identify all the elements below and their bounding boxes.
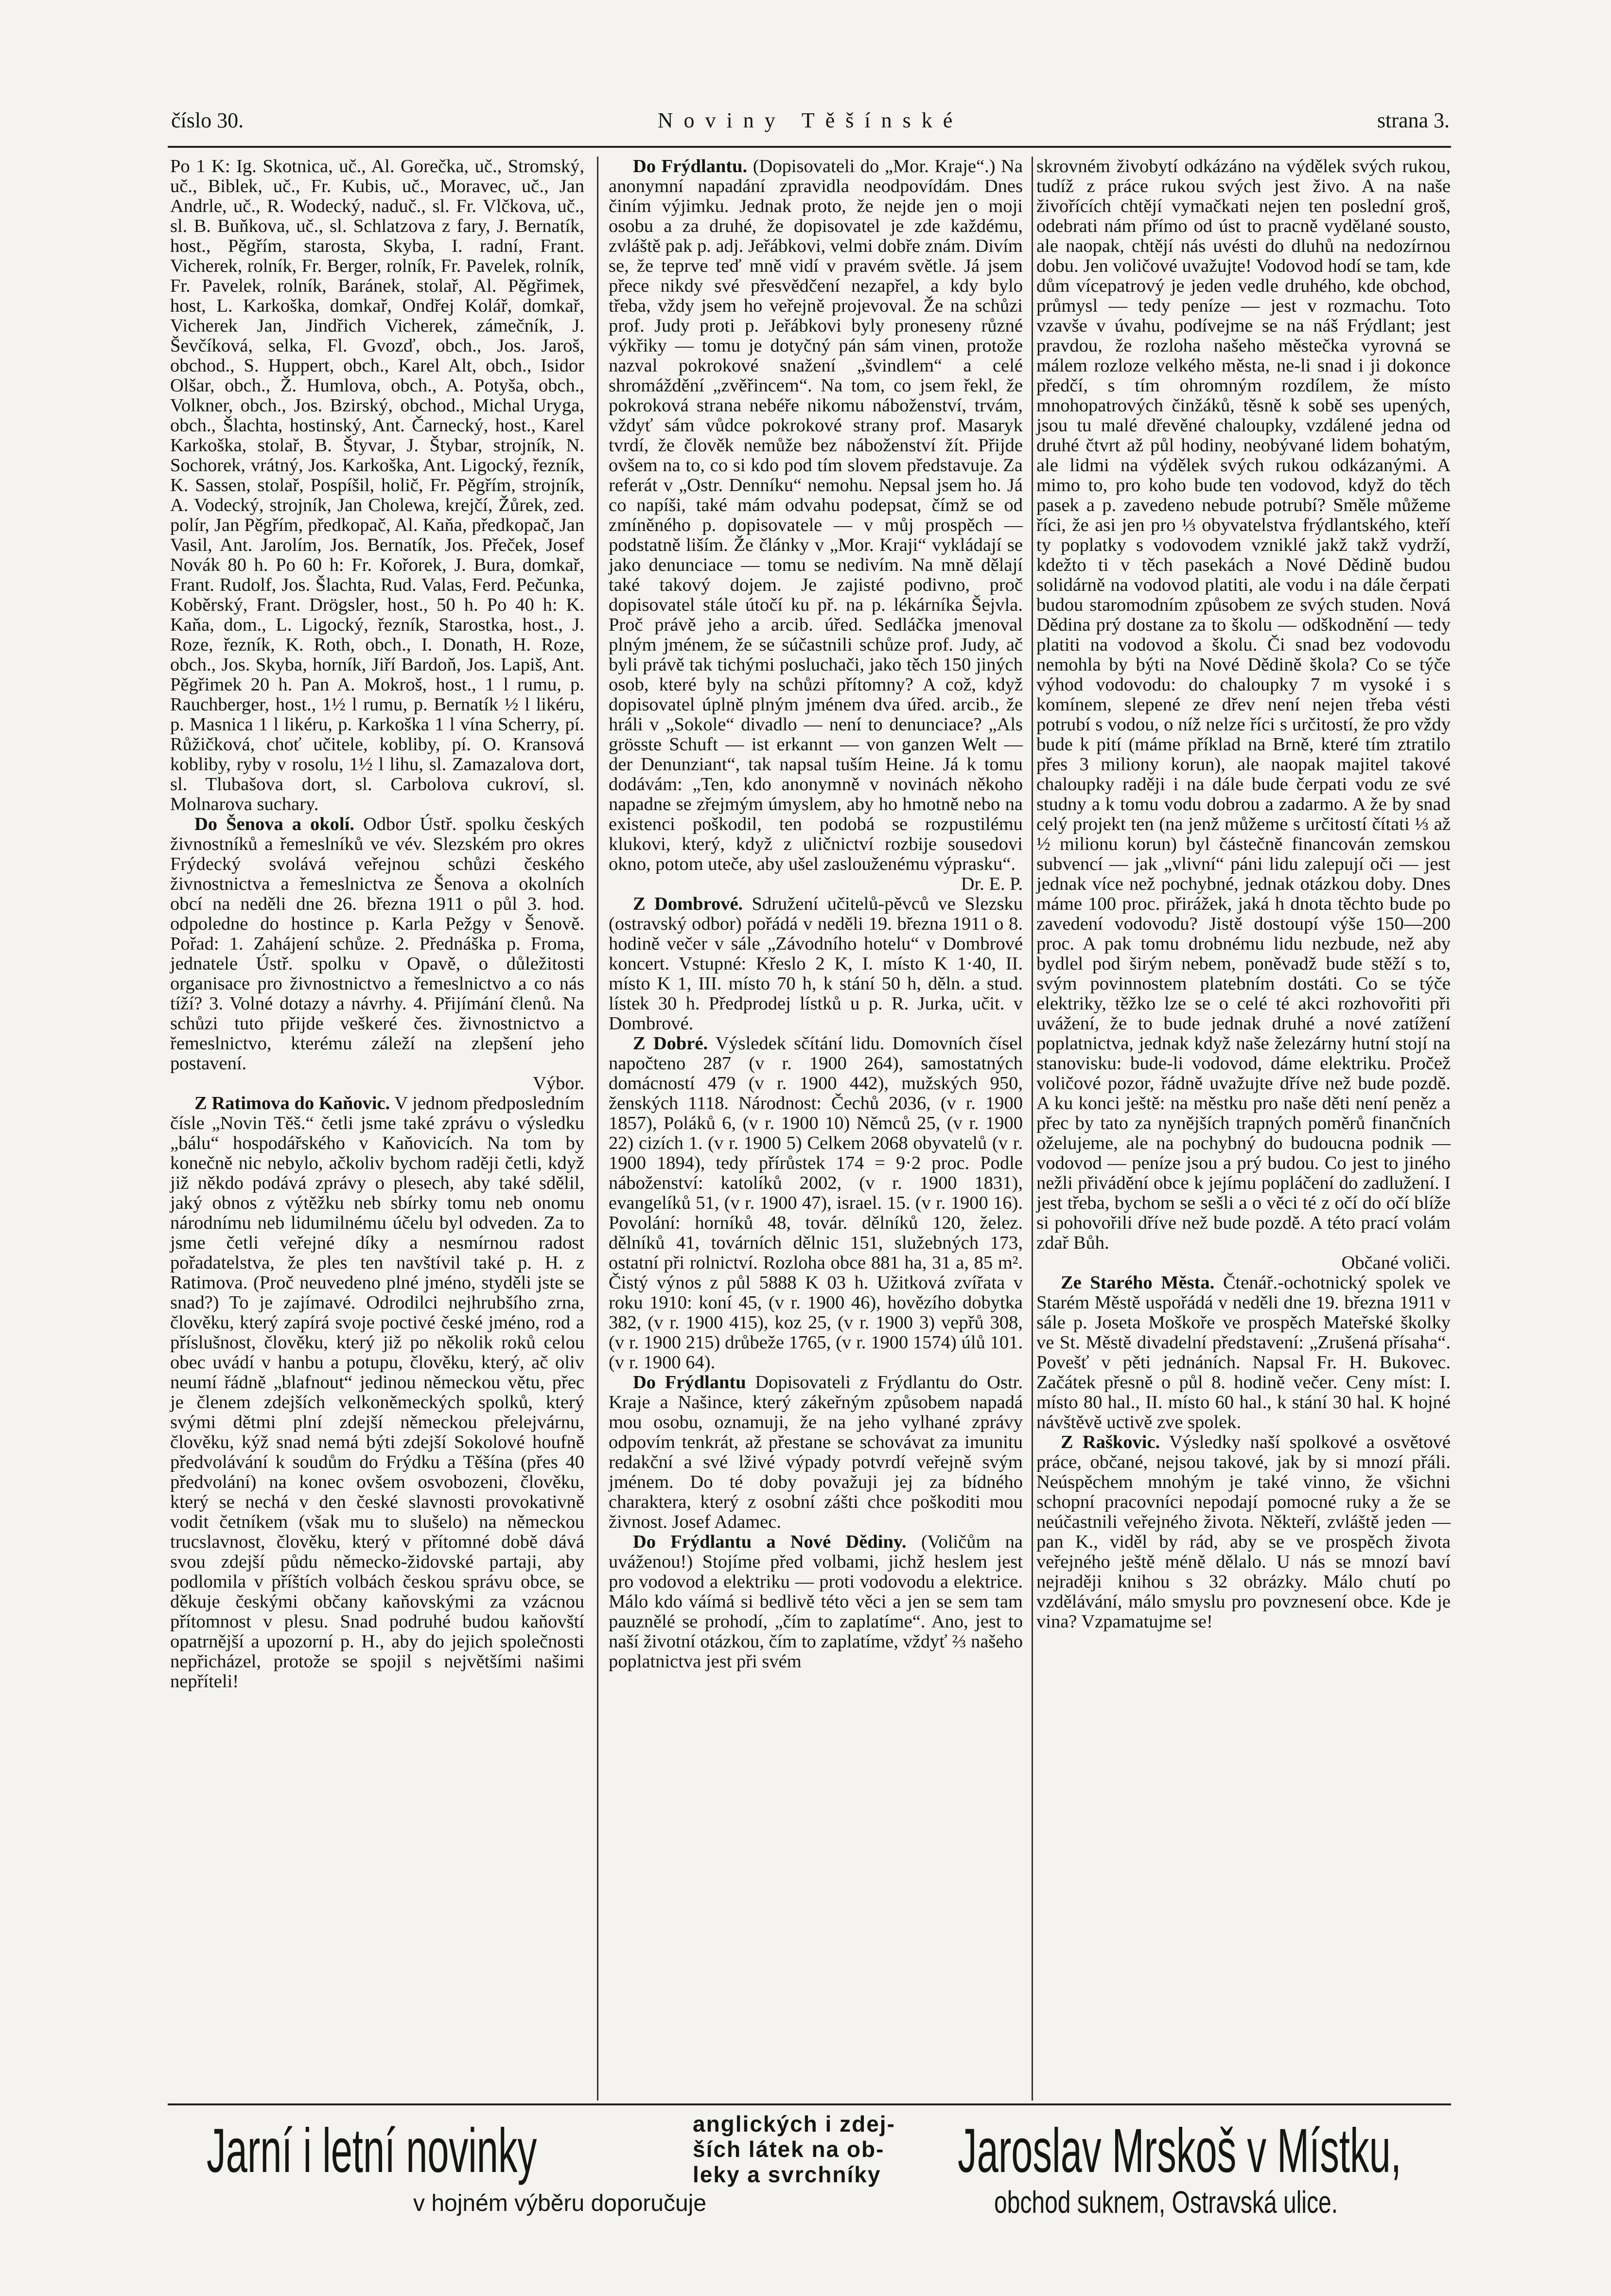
article-paragraph bbox=[609, 1034, 1023, 1373]
article-heading: Z Dobré. bbox=[633, 1033, 708, 1054]
article-heading: Ze Starého Města. bbox=[1061, 1272, 1215, 1293]
ad-line: leky a svrchníky bbox=[693, 2162, 881, 2187]
page-number: strana 3. bbox=[1377, 108, 1450, 132]
article-heading: Do Frýdlantu. bbox=[633, 156, 748, 177]
article-text: Výsledek sčítání lidu. Domovních čísel napočteno 287 (v r. 1900 264), samostatných domácností 479 (v r. 1900 442), mužských 950, ženských 1118. Národnost: Čechů 2036, (v r. 1900 1857), Poláků 6, (v r. 1900 10) Němců 25, (v r. 1900 22) cizích 1. (v r. 1900 5) Celkem 2068 obyvatelů (v r. 1900 1894), tedy přírůstek 174 = 9·2 proc. Podle náboženství: katolíků 2002, (v r. 1900 1831), evangelíků 51, (v r. 1900 47), israel. 15. (v r. 1900 16). Povolání: horníků 48, továr. dělníků 120, želez. dělníků 41, továrních dělnic 151, služebných 173, ostatní při rolnictví. Rozloha obce 881 ha, 31 a, 85 m². Čistý výnos z půl 5888 K 03 h. Užitková zvířata v roku 1910: koní 45, (v r. 1900 46), hovězího dobytka 382, (v r. 1900 415), koz 25, (v r. 1900 3) vepřů 308, (v r. 1900 215) drůbeže 1765, (v r. 1900 1574) úlů 101. (v r. 1900 64). bbox=[609, 1033, 1023, 1373]
ad-rule bbox=[168, 2103, 1451, 2105]
advertisement bbox=[168, 2106, 1451, 2220]
ad-line: ších látek na ob- bbox=[693, 2137, 885, 2162]
masthead-title: Noviny Těšínské bbox=[657, 108, 963, 132]
ad-fabric-text bbox=[693, 2111, 895, 2187]
page-header bbox=[171, 108, 1450, 137]
article-paragraph bbox=[170, 157, 584, 814]
article-heading: Z Ratimova do Kaňovic. bbox=[194, 1093, 390, 1113]
article-signature: Dr. E. P. bbox=[961, 874, 1023, 894]
article-paragraph bbox=[609, 894, 1023, 1034]
article-paragraph bbox=[1036, 1273, 1451, 1432]
article-paragraph bbox=[170, 1094, 584, 1692]
ad-merchant-address: obchod suknem, Ostravská ulice. bbox=[994, 2185, 1338, 2220]
article-text: Sdružení učitelů-pěvců ve Slezsku (ostravský odbor) pořádá v neděli 19. března 1911 o 8. hodině večer v sále „Závodního hotelu“ v Dombrové koncert. Vstupné: Křeslo 2 K, I. místo K 1·40, II. místo K 1, III. místo 70 h, k stání 50 h, děln. a stud. lístek 30 h. Předprodej lístků u p. R. Jurka, učit. v Dombrové. bbox=[609, 894, 1023, 1034]
article-text: Odbor Ústř. spolku českých živnostníků a řemeslníků ve vév. Slezském pro okres Frýdecký svolává veřejnou schůzi českého živnostnictva a řemeslnictva ze Šenova a okolních obcí na neděli dne 26. března 1911 o půl 3. hod. odpoledne do hostince p. Karla Pežgy v Šenově. Pořad: 1. Zahájení schůze. 2. Přednáška p. Froma, jednatele Ústř. spolku v Opavě, o důležitosti organisace pro živnostnictvo a řemeslnictvo a co nás tíží? 3. Volné dotazy a návrhy. 4. Přijímání členů. Na schůzi tuto přijde veškeré čes. živnostnictvo a řemeslnictvo, kterému záleží na zlepšení jeho postavení. bbox=[170, 814, 584, 1074]
column-divider bbox=[597, 157, 598, 2101]
header-rule bbox=[168, 146, 1451, 148]
article-heading: Z Raškovic. bbox=[1061, 1432, 1160, 1452]
column-3 bbox=[1036, 157, 1451, 1632]
article-paragraph bbox=[1036, 157, 1451, 1253]
article-text: Čtenář.-ochotnický spolek ve Starém Městě uspořádá v neděli dne 19. března 1911 v sále p. Joseta Moškoře ve prospěch Mateřské školky ve St. Městě divadelní představení: „Zrušená přísaha“. Povešť v pěti jednáních. Napsal Fr. H. Bukovec. Začátek přesně o půl 8. hodině večer. Ceny míst: I. místo 80 hal., II. místo 60 hal., k stání 30 hal. K hojné návštěvě uctivě zve spolek. bbox=[1036, 1272, 1451, 1432]
article-paragraph bbox=[609, 157, 1023, 874]
article-text: Výsledky naší spolkové a osvětové práce, občané, nejsou takové, jak by si mnozí přáli. Neúspěchem mnohým je také vinno, že všichni schopní pracovníci nepodají pomocné ruky a že se neúčastnili veřejného života. Někteří, zvláště jeden — pan K., viděl by rád, aby se ve prospěch života veřejného ještě méně dělalo. U nás se mnozí baví nejraději knihou s 32 obrázky. Málo chutí po vzdělávání, málo smyslu pro povznesení obce. Kde je vina? Vzpamatujme se! bbox=[1036, 1432, 1451, 1632]
ad-headline: Jarní i letní novinky bbox=[207, 2116, 537, 2186]
article-heading: Z Dombrové. bbox=[633, 894, 743, 914]
article-text: (Dopisovateli do „Mor. Kraje“.) Na anonymní napadání zpravidla neodpovídám. Dnes činím výjimku. Jednak proto, že nejde jen o moji osobu a za druhé, že dopisovatel je zde každému, zvláště pak p. adj. Jeřábkovi, velmi dobře znám. Divím se, že teprve teď mně vidí v pravém světle. Já jsem přece nikdy své přesvědčení nezapřel, a kdy bylo třeba, vždy jsem ho veřejně projevoval. Že na schůzi prof. Judy proti p. Jeřábkovi byly proneseny různé výkřiky — tomu je dotyčný pán sám vinen, protože nazval pokrokové snažení „švindlem“ a celé shromáždění „zvěřincem“. Na tom, co jsem řekl, že pokroková strana nebéře nikomu náboženství, trvám, vždyť sám vůdce pokrokové strany prof. Masaryk tvrdí, že člověk nemůže bez náboženství žít. Přijde ovšem na to, co si kdo pod tím slovem představuje. Za referát v „Ostr. Denníku“ nemohu. Nepsal jsem ho. Já co napíši, také mám odvahu podepsat, čímž se od zmíněného p. dopisovatele — v můj prospěch — podstatně liším. Že články v „Mor. Kraji“ vykládají se jako denunciace — tomu se nedivím. Na mně dělají také takový dojem. Je zajisté podivno, proč dopisovatel stále útočí ku př. na p. lékárníka Šejvla. Proč právě jeho a arcib. úřed. Sedláčka jmenoval plným jménem, že se súčastnili schůze prof. Judy, ač byli právě tak tichými posluchači, jako těch 150 jiných osob, které byly na schůzi přítomny? A což, když dopisovatel úplně plným jménem dva úřed. arcib., že hráli v „Sokole“ divadlo — není to denunciace? „Als grösste Schuft — ist erkannt — von ganzen Welt — der Denunziant“, tak napsal tuším Heine. Já k tomu dodávám: „Ten, kdo anonymně v novinách někoho napadne se zřejmým úmyslem, aby ho hmotně nebo na existenci poškodil, ten podobá se rozpustilému klukovi, který, když z uličnictví rozbije sousedovi okno, potom uteče, aby ušel zaslouženému výprasku“. bbox=[609, 156, 1023, 874]
article-text: Po 1 K: Ig. Skotnica, uč., Al. Gorečka, uč., Stromský, uč., Biblek, uč., Fr. Kubis, uč., Moravec, uč., Jan Andrle, uč., R. Wodecký, naduč., sl. Fr. Vlčkova, uč., sl. B. Buňkova, uč., sl. Schlatzova z fary, J. Bernatík, host., Pěgřím, starosta, Skyba, I. radní, Frant. Vicherek, rolník, Fr. Berger, rolník, Fr. Pavelek, rolník, Fr. Pavelek, rolník, Baránek, stolař, Al. Pěgřimek, host, L. Karkoška, domkař, Ondřej Kolář, domkař, Vicherek Jan, Jindřich Vicherek, zámečník, J. Ševčíková, selka, Fl. Gvozď, obch., Jos. Jaroš, obchod., S. Huppert, obch., Karel Alt, obch., Isidor Olšar, obch., Ž. Humlova, obch., A. Potyša, obch., Volkner, obch., Jos. Bzirský, obchod., Michal Uryga, obch., Šlachta, hostinský, Ant. Čarnecký, host., Karel Karkoška, stolař, B. Štyvar, J. Štybar, strojník, N. Sochorek, vrátný, Jos. Karkoška, Ant. Ligocký, řezník, K. Sassen, stolař, Pospíšil, holič, Fr. Pěgřím, strojník, A. Vodecký, strojník, Jan Cholewa, krejčí, Žůrek, zed. polír, Jan Pěgřím, předkopač, Al. Kaňa, předkopač, Jan Vasil, Ant. Jarolím, Jos. Bernatík, Jos. Přeček, Josef Novák 80 h. Po 60 h: Fr. Kořorek, J. Bura, domkař, Frant. Rudolf, Jos. Šlachta, Rud. Valas, Ferd. Pečunka, Koběrský, Frant. Drögsler, host., 50 h. Po 40 h: K. Kaňa, dom., L. Ligocký, řezník, Starostka, host., J. Roze, řezník, K. Roth, obch., I. Donath, H. Roze, obch., Jos. Skyba, horník, Jiří Bardoň, Jos. Lapiš, Ant. Pěgřimek 20 h. Pan A. Mokroš, host., 1 l rumu, p. Rauchberger, host., 1½ l rumu, p. Bernatík ½ l likéru, p. Masnica 1 l likéru, p. Karkoška 1 l vína Scherry, pí. Růžičková, choť učitele, kobliby, pí. O. Kransová kobliby, ryby v rosolu, 1½ l lihu, sl. Zamazalova dort, sl. Tlubašova dort, sl. Carbolova cukroví, sl. Molnarova suchary. bbox=[170, 156, 584, 814]
article-text: (Voličům na uváženou!) Stojíme před volbami, jichž heslem jest pro vodovod a elektriku — proti vodovodu a elektrice. Málo kdo váímá si bedlivě této věci a jen se sem tam pauznělé se prohodí, „čím to zaplatíme“. Ano, jest to naší životní otázkou, čím to zaplatíme, vždyť ⅔ našeho poplatnictva jest při svém bbox=[609, 1532, 1023, 1672]
article-text: Dopisovateli z Frýdlantu do Ostr. Kraje a Našince, který zákeřným způsobem napadá mou osobu, oznamuji, že na jeho vylhané zprávy odpovím tenkrát, až přestane se schovávat za imunitu redakční a své lživé výpady potvrdí veřejně svým jménem. Do té doby považuji jej za bídného charaktera, který z osobní zášti chce poškoditi mou živnost. Josef Adamec. bbox=[609, 1372, 1023, 1532]
article-text: skrovném živobytí odkázáno na výdělek svých rukou, tudíž z práce rukou svých jest živo. A na naše živořících chtějí vymačkati nejen ten poslední groš, odebrati nám přímo od úst to pracně vydělané sousto, ale naopak, chtějí nás uvésti do dluhů na nedozírnou dobu. Jen voličové uvažujte! Vodovod hodí se tam, kde dům vícepatrový je jeden vedle druhého, kde obchod, průmysl — tedy peníze — jest v rozmachu. Toto vzavše v úvahu, podívejme se na náš Frýdlant; jest pravdou, že rozloha našeho městečka vyrovná se málem rozloze velkého města, ne-li snad i ji dokonce předčí, s tím ohromným rozdílem, že místo mnohopatrových činžáků, těsně k sobě ses upených, jsou tu malé dřevěné chaloupky, vzdálené jedna od druhé čtvrt až půl hodiny, neobývané lidem bohatým, ale lidmi na výdělek svých rukou odkázanými. A mimo to, pro koho bude ten vodovod, když do těch pasek a p. zavedeno nebude potrubí? Směle můžeme říci, že asi jen pro ⅓ obyvatelstva frýdlantského, kteří ty poplatky s vodovodem vzniklé jakž takž vydrží, kdežto ti v těch pasekách a Nové Dědině budou solidárně na vodovod platiti, ale vodu i na dále čerpati budou staromodním způsobem ze svých studen. Nová Dědina prý dostane za to školu — odškodnění — tedy platiti na vodovod a školu. Či snad bez vodovodu nemohla by býti na Nové Dědině škola? Co se týče výhod vodovodu: do chaloupky 7 m vysoké i s komínem, slepené ze dřev není nejen třeba vésti potrubí s vodou, o níž nelze říci s určitostí, že pro vždy bude k pití (máme příklad na Brně, které tím ztratilo přes 3 miliony korun), ale naopak majitel takové chaloupky raději i na dále bude čerpati vodu ze své studny a k tomu vodu dobrou a zadarmo. A že by snad celý projekt ten (na jenž můžeme s určitostí čítati ⅓ až ½ milionu korun) byl částečně financován zemskou subvencí — jak „vlivní“ páni lidu zalepují oči — jest jednak více než pochybné, jednak otázkou doby. Dnes máme 100 proc. přirážek, jaká h dnota těchto bude po zavedení vodovodu? Jistě dostoupí výše 150—200 proc. A pak tomu drobnému lidu nezbude, než aby bydlel pod širým nebem, poněvadž bude stěží s to, svým povinnostem platebním dostáti. Co se týče elektriky, těžko lze se o celé té akci rozhovořiti při uvážení, že to bude jednak druhé a nové zatížení poplatnictva, jednak když naše železárny hutní stojí na stanovisku: bude-li vodovod, dáme elektriku. Pročež voličové pozor, řádně uvažujte dříve než bude pozdě. A ku konci ještě: na městku pro naše děti není peněz a přec by tato za nynějších trapných poměrů finančních oželujeme, ale na pochybný do budoucna podnik — vodovod — peníze jsou a prý budou. Co jest to jiného nežli přivádění obce k jejímu popláčení do zadlužení. I jest třeba, bychom se sešli a o věci té z očí do očí blíže si pohovořili dříve než bude pozdě. A této prací volám zdař Bůh. bbox=[1036, 156, 1451, 1253]
column-divider bbox=[1032, 157, 1033, 2101]
ad-line: anglických i zdej- bbox=[693, 2111, 895, 2137]
article-paragraph bbox=[1036, 1432, 1451, 1632]
article-signature: Výbor. bbox=[533, 1073, 584, 1094]
article-paragraph bbox=[170, 814, 584, 1074]
article-text: V jednom předposledním čísle „Novin Těš.“ četli jsme také zprávu o výsledku „bálu“ hospodářského v Kaňovicích. Na tom by konečně nic nebylo, ačkoliv bychom raději četli, když již někdo podává zprávy o plesech, aby také sdělil, jaký obnos z výtěžku neb sbírky tomu neb onomu národnímu neb lidumilnému účelu byl odveden. Za to jsme četli veřejné díky a nesmírnou radost pořadatelstva, že ples ten navštívil také p. H. z Ratimova. (Proč neuvedeno plné jméno, styděli jste se snad?) To je zajímavé. Odrodilci nejhrubšího zrna, člověku, který zapírá svoje poctivé české jméno, rod a příslušnost, člověku, který již po několik roků celou obec uvádí v hanbu a potupu, člověku, který, ač oliv neumí řádně „blafnout“ jedinou německou větu, přec je členem zdejších velkoněmeckých spolků, který svými dětmi plní zdejší německou přelejvárnu, člověku, kýž snad nemá býti zdejší Sokolové houfně předvolávání k soudům do Frýdku a Těšína (přes 40 předvolání) na konec ovšem osvobozeni, člověku, který se nechá v den české slavnosti provokativně vodit četníkem (však mu to slušelo) na německou trucslavnost, člověku, který v přítomné době dává svou zdejší půdu německo-židovské partaji, aby podlomila v příštích volbách českou správu obce, se děkuje českými občany kaňovskými za vzácnou přítomnost v plesu. Snad podruhé budou kaňovští opatrnější a upozorní p. H., aby do jejich společnosti nepřicházel, protože se spojil s největšími našimi nepříteli! bbox=[170, 1093, 584, 1692]
article-heading: Do Frýdlantu bbox=[633, 1372, 746, 1393]
article-heading: Do Frýdlantu a Nové Dědiny. bbox=[633, 1532, 907, 1552]
ad-recommendation: v hojném výběru doporučuje bbox=[413, 2190, 707, 2216]
issue-number: číslo 30. bbox=[171, 108, 244, 132]
article-heading: Do Šenova a okolí. bbox=[194, 814, 354, 834]
article-paragraph bbox=[609, 1373, 1023, 1532]
article-signature: Občané voliči. bbox=[1341, 1253, 1451, 1273]
column-1 bbox=[170, 157, 584, 1692]
ad-merchant-name: Jaroslav Mrskoš v Místku, bbox=[958, 2116, 1401, 2186]
article-paragraph bbox=[609, 1532, 1023, 1672]
column-2 bbox=[609, 157, 1023, 1672]
